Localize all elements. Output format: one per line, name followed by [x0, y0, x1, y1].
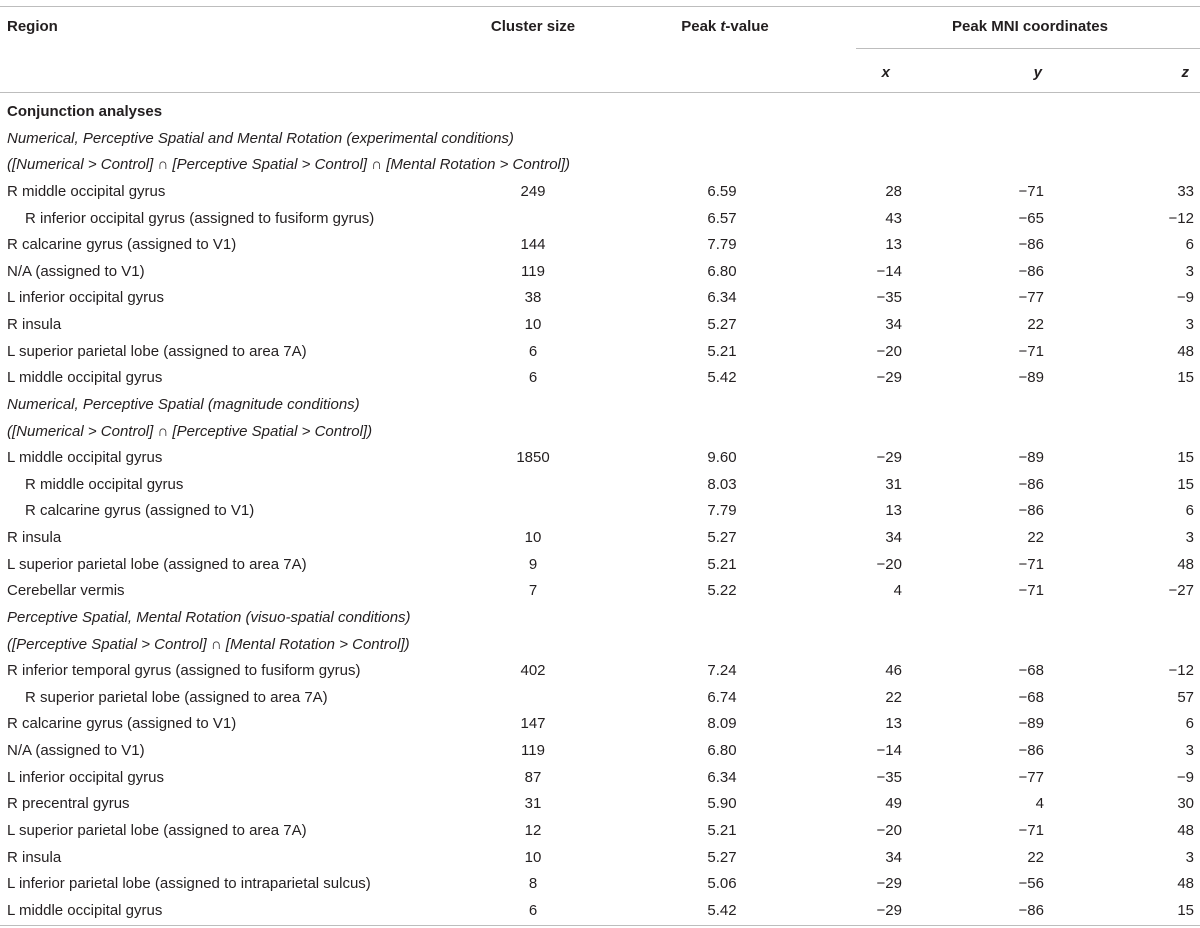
mni-z-cell: 48 [1177, 875, 1194, 893]
region-cell: L superior parietal lobe (assigned to area 7A) [7, 342, 307, 360]
header-y: y [1033, 64, 1042, 81]
region-cell: L middle occipital gyrus [7, 901, 163, 919]
subsection-row [0, 392, 1200, 419]
mni-y-cell: −71 [1018, 582, 1044, 600]
mni-z-cell: 15 [1177, 369, 1194, 387]
cluster-size-cell: 10 [524, 529, 542, 546]
mni-y-cell: −86 [1018, 742, 1044, 759]
table-row [0, 685, 1200, 712]
region-cell: L superior parietal lobe (assigned to area 7A) [7, 555, 307, 573]
subsection-row [0, 605, 1200, 632]
peak-t-cell: 5.06 [707, 875, 737, 893]
header-peak-t-value [681, 17, 769, 37]
peak-t-cell: 6.59 [707, 182, 737, 200]
cluster-size-cell: 12 [524, 821, 542, 839]
header-peak-t-prefix: Peak [681, 18, 721, 35]
peak-t-cell: 7.24 [707, 662, 737, 680]
region-cell: N/A (assigned to V1) [7, 262, 145, 280]
region-cell: R superior parietal lobe (assigned to area 7A) [25, 688, 328, 706]
table-row [0, 791, 1200, 818]
mni-z-cell: −9 [1176, 289, 1194, 307]
mni-z-cell: 3 [1185, 316, 1194, 333]
peak-t-cell: 6.57 [707, 209, 737, 227]
peak-t-cell: 5.27 [707, 529, 737, 546]
region-cell: R calcarine gyrus (assigned to V1) [7, 236, 237, 254]
mni-z-cell: 30 [1177, 795, 1194, 813]
mni-z-cell: 48 [1177, 555, 1194, 573]
table-row [0, 472, 1200, 499]
mni-z-cell: 3 [1185, 262, 1194, 280]
header-peak-t-suffix: -value [725, 18, 769, 35]
table-row [0, 818, 1200, 845]
formula-row [0, 152, 1200, 179]
cluster-size-cell: 119 [521, 262, 545, 280]
mni-x-cell: 13 [885, 715, 902, 733]
mni-y-cell: −86 [1018, 475, 1044, 493]
region-cell: L inferior occipital gyrus [7, 289, 165, 307]
peak-t-cell: 5.22 [707, 582, 737, 600]
mni-y-cell: −71 [1018, 555, 1044, 573]
mni-x-cell: −29 [876, 369, 902, 387]
peak-t-cell: 8.09 [707, 715, 737, 733]
mni-x-cell: 28 [885, 182, 902, 200]
table-row [0, 871, 1200, 898]
region-cell: L inferior occipital gyrus [7, 768, 165, 786]
subsection-label: Numerical, Perceptive Spatial and Mental Rotation (experimental conditions) [7, 129, 514, 147]
mni-z-cell: 15 [1177, 475, 1194, 493]
mni-y-cell: −65 [1018, 209, 1044, 227]
cluster-size-cell: 7 [528, 582, 538, 600]
peak-t-cell: 5.90 [707, 795, 737, 813]
peak-t-cell: 5.21 [707, 342, 737, 360]
region-cell: R precentral gyrus [7, 795, 130, 813]
mni-z-cell: 33 [1177, 182, 1194, 200]
mni-x-cell: −35 [876, 768, 902, 786]
cluster-size-cell: 119 [521, 742, 545, 759]
mni-z-cell: 57 [1177, 688, 1194, 706]
table-row [0, 845, 1200, 872]
peak-t-cell: 9.60 [707, 449, 737, 467]
mni-x-cell: 13 [885, 502, 902, 520]
formula-label: ([Perceptive Spatial > Control] ∩ [Mental Rotation > Control]) [7, 635, 410, 653]
mni-z-cell: 6 [1185, 715, 1194, 733]
mni-z-cell: −12 [1168, 209, 1194, 227]
cluster-size-cell: 10 [524, 316, 542, 333]
section-row [0, 99, 1200, 126]
table-row [0, 765, 1200, 792]
mni-x-cell: 34 [885, 848, 902, 866]
mni-y-cell: −68 [1018, 688, 1044, 706]
table-row [0, 498, 1200, 525]
formula-row [0, 632, 1200, 659]
mni-x-cell: 22 [885, 688, 902, 706]
formula-label: ([Numerical > Control] ∩ [Perceptive Spatial > Control]) [7, 422, 373, 440]
mni-y-cell: 4 [1035, 795, 1044, 813]
header-z: z [1181, 64, 1189, 81]
header-peak-t-var: t [720, 18, 726, 35]
mni-z-cell: 3 [1185, 529, 1194, 546]
region-cell: R calcarine gyrus (assigned to V1) [7, 715, 237, 733]
mni-x-cell: −14 [876, 742, 902, 759]
peak-t-cell: 6.74 [707, 688, 737, 706]
table-row [0, 738, 1200, 765]
subsection-label: Perceptive Spatial, Mental Rotation (visuo-spatial conditions) [7, 608, 411, 626]
table-row [0, 312, 1200, 339]
mni-y-cell: 22 [1027, 848, 1044, 866]
mni-y-cell: −89 [1018, 369, 1044, 387]
cluster-size-cell: 6 [528, 342, 538, 360]
peak-t-cell: 6.80 [707, 742, 737, 759]
mni-z-cell: 6 [1185, 236, 1194, 254]
table-row [0, 339, 1200, 366]
region-cell: R insula [7, 529, 62, 546]
mni-x-cell: −29 [876, 901, 902, 919]
table-row [0, 525, 1200, 552]
mni-y-cell: −56 [1018, 875, 1044, 893]
table-row [0, 898, 1200, 925]
mni-y-cell: −89 [1018, 449, 1044, 467]
mni-y-cell: −86 [1018, 236, 1044, 254]
region-cell: L inferior parietal lobe (assigned to intraparietal sulcus) [7, 875, 371, 893]
table-row [0, 552, 1200, 579]
mni-z-cell: −27 [1168, 582, 1194, 600]
cluster-size-cell: 147 [520, 715, 546, 733]
formula-row [0, 419, 1200, 446]
coords-header-rule [856, 48, 1200, 49]
cluster-size-cell: 9 [528, 555, 538, 573]
mni-x-cell: 46 [885, 662, 902, 680]
header-peak-mni-coordinates: Peak MNI coordinates [952, 18, 1108, 35]
mni-z-cell: −9 [1176, 768, 1194, 786]
header-region: Region [7, 18, 58, 35]
mni-x-cell: −20 [876, 821, 902, 839]
region-cell: R middle occipital gyrus [7, 182, 166, 200]
mni-x-cell: 13 [885, 236, 902, 254]
table-row [0, 285, 1200, 312]
region-cell: Cerebellar vermis [7, 582, 125, 600]
subsection-label: Numerical, Perceptive Spatial (magnitude conditions) [7, 395, 360, 413]
cluster-size-cell: 144 [520, 236, 546, 254]
mni-z-cell: 3 [1185, 742, 1194, 759]
cluster-size-cell: 8 [528, 875, 538, 893]
region-cell: R calcarine gyrus (assigned to V1) [25, 502, 255, 520]
peak-t-cell: 5.21 [707, 821, 737, 839]
table-row [0, 445, 1200, 472]
subsection-row [0, 126, 1200, 153]
mni-y-cell: −86 [1018, 262, 1044, 280]
header-cluster-size: Cluster size [490, 18, 576, 35]
peak-t-cell: 5.21 [707, 555, 737, 573]
table-body [0, 99, 1200, 924]
mni-y-cell: −77 [1018, 289, 1044, 307]
region-cell: R inferior temporal gyrus (assigned to fusiform gyrus) [7, 662, 361, 680]
header-x: x [881, 64, 890, 81]
mni-y-cell: −89 [1018, 715, 1044, 733]
mni-y-cell: −68 [1018, 662, 1044, 680]
cluster-size-cell: 249 [520, 182, 546, 200]
cluster-size-cell: 6 [528, 369, 538, 387]
mni-z-cell: 3 [1185, 848, 1194, 866]
peak-t-cell: 5.42 [707, 369, 737, 387]
mni-y-cell: −77 [1018, 768, 1044, 786]
mni-y-cell: 22 [1027, 316, 1044, 333]
mni-z-cell: 15 [1177, 449, 1194, 467]
mni-z-cell: 48 [1177, 342, 1194, 360]
mni-x-cell: −14 [876, 262, 902, 280]
region-cell: L middle occipital gyrus [7, 449, 163, 467]
mni-y-cell: −71 [1018, 182, 1044, 200]
region-cell: N/A (assigned to V1) [7, 742, 145, 759]
mni-x-cell: −20 [876, 555, 902, 573]
mni-x-cell: −29 [876, 875, 902, 893]
mni-y-cell: −86 [1018, 901, 1044, 919]
mni-x-cell: 49 [885, 795, 902, 813]
region-cell: L superior parietal lobe (assigned to area 7A) [7, 821, 307, 839]
mni-x-cell: 43 [885, 209, 902, 227]
cluster-size-cell: 6 [528, 901, 538, 919]
section-label: Conjunction analyses [7, 103, 163, 120]
mni-z-cell: 15 [1177, 901, 1194, 919]
formula-label: ([Numerical > Control] ∩ [Perceptive Spatial > Control] ∩ [Mental Rotation > Control]) [7, 156, 571, 174]
mni-z-cell: 48 [1177, 821, 1194, 839]
peak-t-cell: 7.79 [707, 236, 737, 254]
mni-x-cell: −29 [876, 449, 902, 467]
cluster-size-cell: 10 [524, 848, 542, 866]
region-cell: R insula [7, 316, 62, 333]
cluster-size-cell: 38 [524, 289, 542, 307]
table-row [0, 365, 1200, 392]
cluster-size-cell: 87 [524, 768, 542, 786]
table-row [0, 711, 1200, 738]
mni-y-cell: −71 [1018, 342, 1044, 360]
region-cell: R insula [7, 848, 62, 866]
mni-x-cell: 31 [885, 475, 902, 493]
mni-x-cell: −20 [876, 342, 902, 360]
region-cell: L middle occipital gyrus [7, 369, 163, 387]
mni-z-cell: 6 [1185, 502, 1194, 520]
peak-t-cell: 6.80 [707, 262, 737, 280]
mni-y-cell: −86 [1018, 502, 1044, 520]
table-row [0, 578, 1200, 605]
mni-x-cell: −35 [876, 289, 902, 307]
header-bottom-rule [0, 92, 1200, 93]
table-row [0, 259, 1200, 286]
cluster-size-cell: 402 [520, 662, 546, 680]
region-cell: R inferior occipital gyrus (assigned to fusiform gyrus) [25, 209, 375, 227]
mni-y-cell: −71 [1018, 821, 1044, 839]
cluster-size-cell: 31 [524, 795, 542, 813]
table-row [0, 206, 1200, 233]
mni-y-cell: 22 [1027, 529, 1044, 546]
mni-z-cell: −12 [1168, 662, 1194, 680]
table-row [0, 232, 1200, 259]
table-row [0, 658, 1200, 685]
mni-x-cell: 34 [885, 316, 902, 333]
peak-t-cell: 8.03 [707, 475, 737, 493]
peak-t-cell: 5.42 [707, 901, 737, 919]
mni-x-cell: 34 [885, 529, 902, 546]
cluster-size-cell: 1850 [516, 449, 550, 467]
table-row [0, 179, 1200, 206]
mni-x-cell: 4 [893, 582, 902, 600]
peak-t-cell: 6.34 [707, 768, 737, 786]
peak-t-cell: 6.34 [707, 289, 737, 307]
table-bottom-rule [0, 925, 1200, 926]
peak-t-cell: 5.27 [707, 848, 737, 866]
table-top-rule [0, 6, 1200, 7]
peak-t-cell: 7.79 [707, 502, 737, 520]
peak-t-cell: 5.27 [707, 316, 737, 333]
region-cell: R middle occipital gyrus [25, 475, 184, 493]
